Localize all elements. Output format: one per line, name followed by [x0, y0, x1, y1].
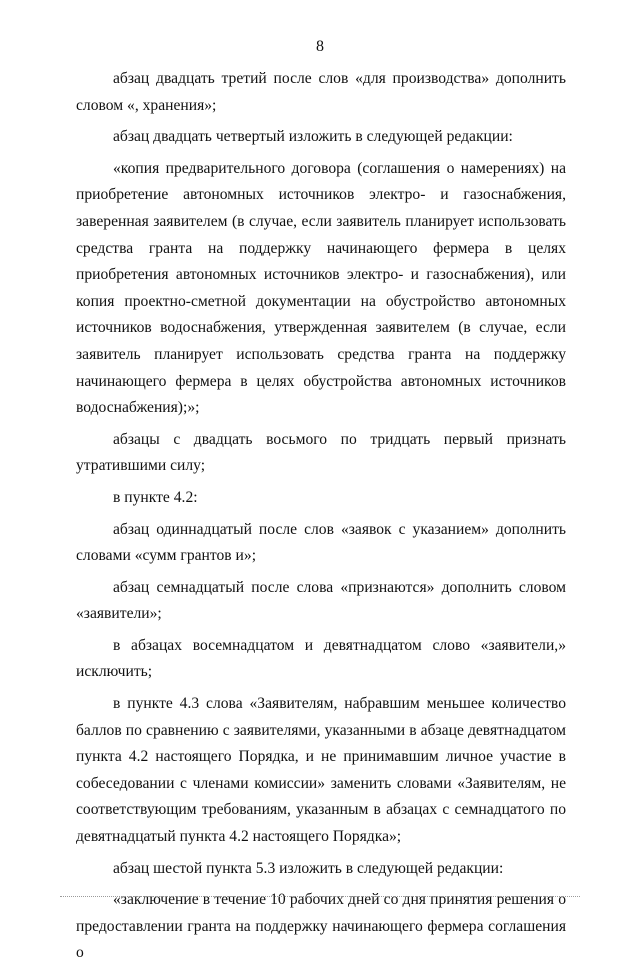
paragraph-4: абзацы с двадцать восьмого по тридцать первый признать утратившими силу;	[76, 430, 566, 475]
paragraph-7: абзац семнадцатый после слова «признаются» дополнить словом «заявители»;	[76, 578, 566, 623]
page-number: 8	[316, 38, 324, 55]
document-body	[76, 66, 566, 972]
paragraph-5: в пункте 4.2:	[113, 488, 198, 506]
paragraph-8: в абзацах восемнадцатом и девятнадцатом слово «заявители,» исключить;	[76, 636, 566, 681]
scan-edge-divider	[60, 896, 580, 897]
paragraph-2: абзац двадцать четвертый изложить в следующей редакции:	[113, 128, 513, 146]
paragraph-9: в пункте 4.3 слова «Заявителям, набравшим меньшее количество баллов по сравнению с заявителями, указанными в абзаце девятнадцатом пункта 4.2 настоящего Порядка, и не принимавшим личное участие в собеседовании с членами комиссии» заменить словами «Заявителям, не соответствующим требованиям, указанным в абзацах с семнадцатого по девятнадцатый пункта 4.2 настоящего Порядка»;	[76, 695, 566, 846]
paragraph-3: «копия предварительного договора (соглашения о намерениях) на приобретение автономных источников электро- и газоснабжения, заверенная заявителем (в случае, если заявитель планирует использовать средства гранта на поддержку начинающего фермера в целях приобретения автономных источников электро- и газоснабжения), или копия проектно-сметной документации на обустройство автономных источников водоснабжения, утвержденная заявителем (в случае, если заявитель планирует использовать средства гранта на поддержку начинающего фермера в целях обустройства автономных источников водоснабжения);»;	[76, 159, 566, 417]
paragraph-1: абзац двадцать третий после слов «для производства» дополнить словом «, хранения»;	[76, 70, 566, 114]
paragraph-11: «заключение в течение 10 рабочих дней со дня принятия решения о предоставлении гранта на поддержку начинающего фермера соглашения о	[76, 891, 566, 962]
paragraph-10: абзац шестой пункта 5.3 изложить в следующей редакции:	[113, 859, 504, 877]
paragraph-6: абзац одиннадцатый после слов «заявок с указанием» дополнить словами «сумм грантов и»;	[76, 520, 566, 565]
